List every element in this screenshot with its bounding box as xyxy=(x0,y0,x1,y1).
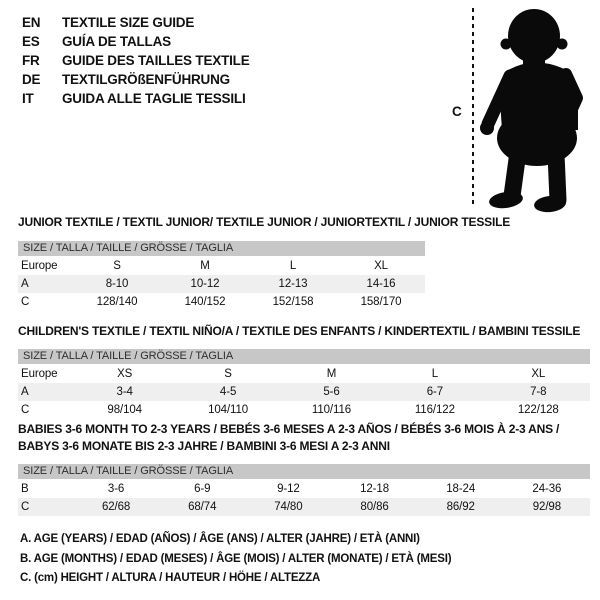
table-cell: 10-12 xyxy=(190,278,220,290)
language-row xyxy=(22,70,250,89)
table-row xyxy=(18,498,590,516)
table-row xyxy=(18,401,590,419)
table-cell: 12-18 xyxy=(360,483,389,495)
note-line-b: B. AGE (MONTHS) / EDAD (MESES) / ÂGE (MOIS) / ALTER (MONATE) / ETÀ (MESI) xyxy=(20,552,452,565)
table-cell: 9-12 xyxy=(277,483,300,495)
table-cell: 104/110 xyxy=(208,404,249,416)
height-measure-dashed-line xyxy=(472,8,474,208)
size-table-junior xyxy=(18,257,425,311)
language-row xyxy=(22,89,250,108)
table-cell: L xyxy=(431,368,439,380)
size-table-babies xyxy=(18,480,590,516)
footnotes xyxy=(20,530,451,589)
table-cell: 7-8 xyxy=(530,386,547,398)
note-line-c: C. (cm) HEIGHT / ALTURA / HAUTEUR / HÖHE / ALTEZZA xyxy=(20,572,321,584)
language-code: IT xyxy=(22,91,34,106)
table-cell: XL xyxy=(531,368,546,380)
note-line-a: A. AGE (YEARS) / EDAD (AÑOS) / ÂGE (ANS) / ALTER (JAHRE) / ETÀ (ANNI) xyxy=(20,533,420,545)
table-row xyxy=(18,275,425,293)
table-cell: 18-24 xyxy=(446,483,476,495)
size-table-children xyxy=(18,365,590,419)
table-cell: 3-4 xyxy=(116,386,133,398)
table-cell: 122/128 xyxy=(517,404,559,416)
table-cell: 68/74 xyxy=(188,501,217,513)
section-heading-babies xyxy=(18,421,578,454)
row-label: A xyxy=(21,278,29,290)
table-cell: 6-9 xyxy=(194,483,211,495)
table-row xyxy=(18,480,590,498)
baby-silhouette-icon xyxy=(480,2,598,214)
table-cell: S xyxy=(224,368,232,380)
table-cell: M xyxy=(326,368,337,380)
table-cell: 14-16 xyxy=(366,278,396,290)
table-cell: L xyxy=(289,260,297,272)
language-row xyxy=(22,13,250,32)
row-label: C xyxy=(21,501,30,513)
table-cell: 74/80 xyxy=(274,501,303,513)
table-cell: 110/116 xyxy=(311,404,352,416)
table-cell: XL xyxy=(374,260,388,272)
language-code: FR xyxy=(22,53,40,68)
table-cell: M xyxy=(200,260,210,272)
section-heading-junior: JUNIOR TEXTILE / TEXTIL JUNIOR/ TEXTILE JUNIOR / JUNIORTEXTIL / JUNIOR TESSILE xyxy=(18,215,511,229)
language-title: TEXTILE SIZE GUIDE xyxy=(62,15,195,30)
table-cell: 140/152 xyxy=(184,296,226,308)
table-cell: 12-13 xyxy=(278,278,308,290)
table-row xyxy=(18,257,425,275)
table-cell: 86/92 xyxy=(446,501,475,513)
language-title: TEXTILGRÖßENFÜHRUNG xyxy=(62,72,230,87)
row-label: Europe xyxy=(21,368,58,380)
section-heading-babies-line2: BABYS 3-6 MONATE BIS 2-3 JAHRE / BAMBINI 3-6 MESI A 2-3 ANNI xyxy=(18,438,390,453)
language-code: DE xyxy=(22,72,41,87)
row-label: B xyxy=(21,483,29,495)
language-list xyxy=(22,13,250,108)
table-row xyxy=(18,383,590,401)
language-title: GUÍA DE TALLAS xyxy=(62,34,171,49)
language-code: ES xyxy=(22,34,40,49)
table-cell: 158/170 xyxy=(360,296,402,308)
table-cell: S xyxy=(113,260,121,272)
table-cell: 116/122 xyxy=(414,404,455,416)
table-cell: 6-7 xyxy=(426,386,444,398)
table-cell: 24-36 xyxy=(532,483,562,495)
size-band: SIZE / TALLA / TAILLE / GRÖSSE / TAGLIA xyxy=(18,349,590,364)
table-cell: 5-6 xyxy=(323,386,340,398)
table-cell: XS xyxy=(117,368,133,380)
table-cell: 80/86 xyxy=(360,501,389,513)
table-cell: 62/68 xyxy=(101,501,131,513)
language-row xyxy=(22,32,250,51)
table-row xyxy=(18,365,590,383)
table-cell: 152/158 xyxy=(272,296,314,308)
table-cell: 98/104 xyxy=(107,404,142,416)
table-cell: 92/98 xyxy=(532,501,562,513)
size-band: SIZE / TALLA / TAILLE / GRÖSSE / TAGLIA xyxy=(18,241,425,256)
section-heading-children: CHILDREN'S TEXTILE / TEXTIL NIÑO/A / TEXTILE DES ENFANTS / KINDERTEXTIL / BAMBINI TESSILE xyxy=(18,324,581,338)
row-label: C xyxy=(21,296,30,308)
table-cell: 8-10 xyxy=(105,278,129,290)
section-heading-babies-line1: BABIES 3-6 MONTH TO 2-3 YEARS / BEBÉS 3-6 MESES A 2-3 AÑOS / BÉBÉS 3-6 MOIS À 2-3 ANS / xyxy=(18,422,560,436)
language-row xyxy=(22,51,250,70)
table-cell: 4-5 xyxy=(219,386,237,398)
language-code: EN xyxy=(22,15,41,30)
size-band: SIZE / TALLA / TAILLE / GRÖSSE / TAGLIA xyxy=(18,464,590,479)
language-title: GUIDA ALLE TAGLIE TESSILI xyxy=(62,91,246,106)
table-cell: 128/140 xyxy=(96,296,138,308)
table-cell: 3-6 xyxy=(107,483,125,495)
table-row xyxy=(18,293,425,311)
language-title: GUIDE DES TAILLES TEXTILE xyxy=(62,53,250,68)
row-label: C xyxy=(21,404,30,416)
row-label: A xyxy=(21,386,29,398)
row-label: Europe xyxy=(21,260,58,272)
height-measure-label: C xyxy=(452,104,462,119)
